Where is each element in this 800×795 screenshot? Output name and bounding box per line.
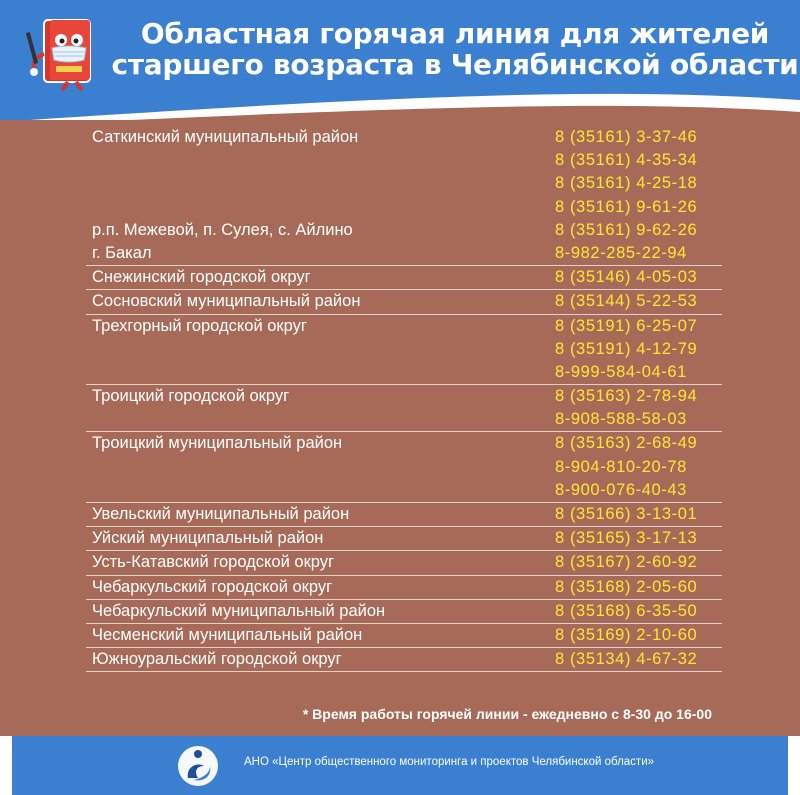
- district-name-line: Южноуральский городской округ: [92, 650, 342, 669]
- phone-number: 8 (35146) 4-05-03: [555, 268, 698, 287]
- district-name-line: [92, 196, 532, 219]
- district-name: [92, 527, 532, 550]
- phone-list: [555, 576, 722, 599]
- masked-book-mascot-icon: [24, 14, 104, 92]
- table-row: [86, 266, 722, 290]
- table-row: [86, 600, 722, 624]
- phone-number: 8 (35144) 5-22-53: [555, 292, 698, 311]
- phone-list: [555, 527, 722, 550]
- title-line-1: Областная горячая линия для жителей: [140, 17, 770, 50]
- phone-list: [555, 385, 722, 431]
- header-banner: [0, 0, 800, 120]
- phone-number: 8 (35163) 2-78-94: [555, 387, 698, 406]
- organization-logo-icon: [174, 744, 222, 788]
- phone-number: 8-982-285-22-94: [555, 243, 687, 262]
- district-name-line: Уйский муниципальный район: [92, 529, 324, 548]
- footer: [0, 736, 800, 795]
- phone-number: 8-999-584-04-61: [555, 362, 687, 381]
- footer-band: [12, 736, 788, 795]
- district-name: [92, 576, 532, 599]
- district-name: [92, 551, 532, 574]
- phone-number: 8-904-810-20-78: [555, 457, 687, 476]
- phone-list: [555, 648, 722, 671]
- district-name-line: Увельский муниципальный район: [92, 505, 350, 523]
- table-row: [86, 503, 722, 527]
- table-row: [86, 576, 722, 600]
- phone-number: 8 (35161) 9-61-26: [555, 197, 698, 216]
- phone-number: 8 (35166) 3-13-01: [555, 505, 698, 523]
- phone-number: 8 (35161) 4-35-34: [555, 151, 698, 170]
- phone-list: [555, 315, 722, 385]
- phone-number: 8 (35161) 9-62-26: [555, 220, 698, 239]
- phone-number: 8 (35169) 2-10-60: [555, 625, 698, 644]
- table-row: [86, 315, 722, 386]
- district-name-line: Чесменский муниципальный район: [92, 625, 363, 644]
- phone-list: [555, 290, 722, 313]
- working-hours-note: * Время работы горячей линии - ежедневно с 8-30 до 16-00: [302, 706, 712, 722]
- district-name-line: Чебаркульский городской округ: [92, 577, 333, 596]
- district-name-line: Саткинский муниципальный район: [92, 128, 359, 146]
- district-name-line: [92, 149, 532, 172]
- page-title: [110, 18, 800, 80]
- phone-number: 8 (35161) 3-37-46: [555, 128, 698, 146]
- district-name: [92, 126, 532, 265]
- district-name-line: Троицкий городской округ: [92, 387, 290, 406]
- district-name-line: Сосновский муниципальный район: [92, 292, 361, 311]
- district-name: [92, 385, 532, 408]
- district-name: [92, 600, 532, 623]
- phone-number: 8 (35134) 4-67-32: [555, 650, 698, 669]
- table-row: [86, 648, 722, 672]
- district-name-line: Троицкий муниципальный район: [92, 434, 343, 453]
- phone-number: 8-908-588-58-03: [555, 410, 687, 429]
- phone-number: 8 (35163) 2-68-49: [555, 434, 698, 453]
- district-name-line: Снежинский городской округ: [92, 268, 311, 287]
- table-row: [86, 432, 722, 503]
- district-name: [92, 290, 532, 313]
- district-name-line: [92, 172, 532, 195]
- phone-number: 8 (35167) 2-60-92: [555, 553, 698, 572]
- phone-number: 8 (35191) 4-12-79: [555, 339, 698, 358]
- organization-name: АНО «Центр общественного мониторинга и проектов Челябинской области»: [244, 756, 655, 768]
- district-name-line: г. Бакал: [92, 243, 152, 262]
- table-row: [86, 551, 722, 575]
- district-name: [92, 315, 532, 338]
- district-name: [92, 432, 532, 455]
- phone-list: [555, 266, 722, 289]
- district-name: [92, 648, 532, 671]
- table-row: [86, 290, 722, 314]
- phone-number: 8 (35168) 2-05-60: [555, 577, 698, 596]
- title-line-2: старшего возраста в Челябинской области: [111, 48, 799, 81]
- phone-list: [555, 126, 722, 265]
- phone-list: [555, 551, 722, 574]
- hotline-table: [86, 126, 722, 672]
- district-name-line: Чебаркульский муниципальный район: [92, 601, 386, 620]
- district-name: [92, 503, 532, 526]
- phone-number: 8 (35191) 6-25-07: [555, 316, 698, 335]
- table-row: [86, 527, 722, 551]
- district-name: [92, 624, 532, 647]
- phone-list: [555, 432, 722, 502]
- phone-list: [555, 600, 722, 623]
- district-name-line: р.п. Межевой, п. Сулея, с. Айлино: [92, 220, 353, 239]
- phone-list: [555, 624, 722, 647]
- phone-list: [555, 503, 722, 526]
- table-row: [86, 126, 722, 266]
- phone-number: 8-900-076-40-43: [555, 480, 687, 499]
- phone-number: 8 (35165) 3-17-13: [555, 529, 698, 548]
- district-name-line: Усть-Катавский городской округ: [92, 553, 335, 572]
- phone-number: 8 (35168) 6-35-50: [555, 601, 698, 620]
- table-row: [86, 385, 722, 432]
- phone-number: 8 (35161) 4-25-18: [555, 174, 698, 193]
- table-row: [86, 624, 722, 648]
- district-name-line: Трехгорный городской округ: [92, 316, 307, 335]
- district-name: [92, 266, 532, 289]
